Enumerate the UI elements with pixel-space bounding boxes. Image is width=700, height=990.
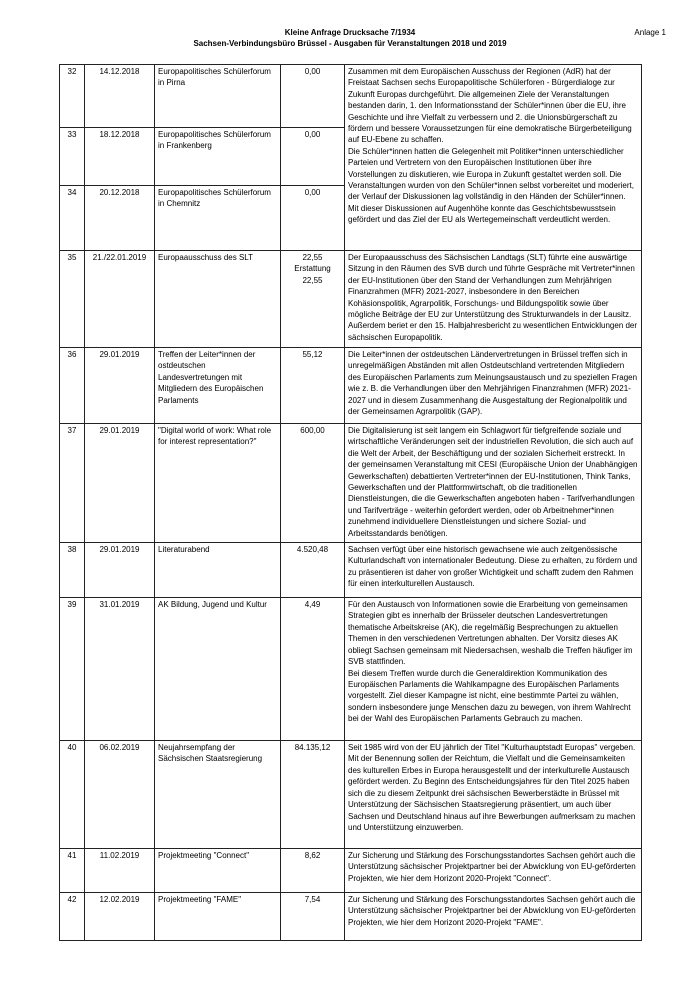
- row-number: 36: [60, 348, 85, 424]
- row-date: 11.02.2019: [85, 849, 155, 893]
- row-date: 18.12.2018: [85, 128, 155, 186]
- table-row: [60, 424, 642, 543]
- row-event-title: Projektmeeting "Connect": [155, 849, 281, 893]
- document-subtitle: Sachsen-Verbindungsbüro Brüssel - Ausgaben für Veranstaltungen 2018 und 2019: [193, 39, 507, 48]
- row-event-title: AK Bildung, Jugend und Kultur: [155, 598, 281, 741]
- table-row: [60, 741, 642, 849]
- row-amount: 4,49: [281, 598, 345, 741]
- table-row: [60, 893, 642, 941]
- row-date: 29.01.2019: [85, 543, 155, 598]
- row-event-title: Treffen der Leiter*innen der ostdeutschen Landesvertretungen mit Mitgliedern des Europäischen Parlaments: [155, 348, 281, 424]
- row-amount: 7,54: [281, 893, 345, 941]
- row-date: 14.12.2018: [85, 65, 155, 128]
- row-amount: 55,12: [281, 348, 345, 424]
- row-description: Der Europaausschuss des Sächsischen Landtags (SLT) führte eine auswärtige Sitzung in den Räumen des SVB durch und führte Gespräche mit Vertreter*innen der EU-Institutionen über den Stand der Verhandlungen zum Mehrjährigen Finanzrahmen (MFR) 2021-2027, insbesondere in den Bereichen Kohäsionspolitik, Agrarpolitik, Forschungs- und Bildungspolitik sowie über mögliche Beiträge der EU zur Unterstützung des Strukturwandels in der Lausitz. Außerdem beriet er den 15. Halbjahresbericht zu wesentlichen Entwicklungen der sächsischen Europapolitik.: [345, 251, 642, 348]
- row-description: Für den Austausch von Informationen sowie die Erarbeitung von gemeinsamen Strategien gibt es innerhalb der Brüsseler deutschen Landesvertretungen thematische Arbeitskreise (AK), die regelmäßig Besprechungen zu aktuellen Themen in den verschiedenen Vertretungen abhalten. Der Vorsitz dieses AK obliegt Sachsen gemeinsam mit Niedersachsen, weshalb die Treffen häufiger im SVB stattfinden. Bei diesem Treffen wurde durch die Generaldirektion Kommunikation des Europäischen Parlaments die Wahlkampagne des Europäischen Parlaments vorgestellt. Ziel dieser Kampagne ist nicht, eine bestimmte Partei zu wählen, sondern insbesondere junge Menschen dazu zu bewegen, von ihrem Wahlrecht bei der Wahl des Europäischen Parlaments Gebrauch zu machen.: [345, 598, 642, 741]
- row-amount: 22,55 Erstattung 22,55: [281, 251, 345, 348]
- row-event-title: Projektmeeting "FAME": [155, 893, 281, 941]
- table-row: [60, 598, 642, 741]
- row-number: 35: [60, 251, 85, 348]
- row-number: 42: [60, 893, 85, 941]
- row-description: Zusammen mit dem Europäischen Ausschuss der Regionen (AdR) hat der Freistaat Sachsen sechs Europapolitische Schülerforen - Bürgerdialoge zur Zukunft Europas durchgeführt. Die allgemeinen Ziele der Veranstaltungen bestanden darin, 1. den Informationsstand der Schüler*innen über die EU, ihre Geschichte und ihre Vielfalt zu verbessern und 2. die Unionsbürgerschaft zu fördern und bessere Voraussetzungen für eine demokratische Bürgerbeteiligung auf EU-Ebene zu schaffen. Die Schüler*innen hatten die Gelegenheit mit Politiker*innen unterschiedlicher Parteien und Vertretern von den Europäischen Institutionen über ihre Vorstellungen zu diskutieren, wie Europa in Zukunft gestaltet werden soll. Die Veranstaltungen wurden von den Schüler*innen selbst vorbereitet und moderiert, der Verlauf der Diskussionen lag vollständig in den Händen der Schüler*innen. Mit dieser Diskussionen auf Augenhöhe konnte das Geschichtsbewusstsein gefördert und das Ziel der EU als Wertegemeinschaft verdeutlicht werden.: [345, 65, 642, 251]
- table-row: [60, 348, 642, 424]
- row-description: Zur Sicherung und Stärkung des Forschungsstandortes Sachsen gehört auch die Unterstützung sächsischer Projektpartner bei der Abwicklung von EU-geförderten Projekten, wie hier dem Horizont 2020-Projekt "Connect".: [345, 849, 642, 893]
- row-number: 32: [60, 65, 85, 128]
- row-number: 33: [60, 128, 85, 186]
- row-amount: 84.135,12: [281, 741, 345, 849]
- expenses-table: [59, 64, 642, 941]
- row-date: 29.01.2019: [85, 424, 155, 543]
- row-date: 31.01.2019: [85, 598, 155, 741]
- row-number: 38: [60, 543, 85, 598]
- row-event-title: Europaausschuss des SLT: [155, 251, 281, 348]
- row-date: 29.01.2019: [85, 348, 155, 424]
- attachment-label: Anlage 1: [634, 28, 666, 37]
- row-description: Zur Sicherung und Stärkung des Forschungsstandortes Sachsen gehört auch die Unterstützung sächsischer Projektpartner bei der Abwicklung von EU-geförderten Projekten, wie hier dem Horizont 2020-Projekt "FAME".: [345, 893, 642, 941]
- row-number: 39: [60, 598, 85, 741]
- row-number: 40: [60, 741, 85, 849]
- row-description: Die Leiter*innen der ostdeutschen Ländervertretungen in Brüssel treffen sich in unregelmäßigen Abständen mit allen Ostdeutschland vertretenden Mitgliedern des Europäischen Parlaments zum Meinungsaustausch und zu speziellen Fragen wie z. B. die Verhandlungen über den Mehrjährigen Finanzrahmen (MFR) 2021-2027 und in diesem Zusammenhang die Ausgestaltung der Regionalpolitik und der Gemeinsamen Agrarpolitik (GAP).: [345, 348, 642, 424]
- row-description: Die Digitalisierung ist seit langem ein Schlagwort für tiefgreifende soziale und wirtschaftliche Veränderungen seit der industriellen Revolution, die sich auch auf die Welt der Arbeit, der Beschäftigung und der sozialen Sicherheit erstreckt. In der gemeinsamen Veranstaltung mit CESI (Europäische Union der Unabhängigen Gewerkschaften) debattierten Vertreter*innen der EU-Institutionen, Think Tanks, Gewerkschaften und der Plattformwirtschaft, ob die traditionellen Dienstleistungen, die die Gewerkschaften angeboten haben - Tarifverhandlungen und Tarifverträge - weiterhin gefordert werden, oder ob Arbeitnehmer*innen zunehmend individuellere Dienstleistungen und sichere Sozial- und Arbeitsstandards benötigen.: [345, 424, 642, 543]
- table-row: [60, 849, 642, 893]
- row-description: Seit 1985 wird von der EU jährlich der Titel "Kulturhauptstadt Europas" vergeben. Mit der Benennung sollen der Reichtum, die Vielfalt und die Gemeinsamkeiten des kulturellen Erbes in Europa herausgestellt und der interkulturelle Austausch gefördert werden. Zu Beginn des Entscheidungsjahres für den Titel 2025 haben sich die zu diesem Zeitpunkt drei sächsischen Bewerberstädte in Brüssel mit Unterstützung der Sächsischen Staatsregierung präsentiert, um auch über Sachsen und Deutschland hinaus auf ihre Bewerbungen aufmerksam zu machen und Unterstützung einzuwerben.: [345, 741, 642, 849]
- document-header: [0, 27, 700, 49]
- row-amount: 0,00: [281, 128, 345, 186]
- row-number: 34: [60, 186, 85, 251]
- row-date: 12.02.2019: [85, 893, 155, 941]
- row-amount: 4.520,48: [281, 543, 345, 598]
- row-event-title: Neujahrsempfang der Sächsischen Staatsregierung: [155, 741, 281, 849]
- table-row: [60, 65, 642, 128]
- row-event-title: Europapolitisches Schülerforum in Frankenberg: [155, 128, 281, 186]
- row-amount: 0,00: [281, 65, 345, 128]
- document-title: Kleine Anfrage Drucksache 7/1934: [284, 28, 416, 37]
- row-date: 21./22.01.2019: [85, 251, 155, 348]
- row-number: 41: [60, 849, 85, 893]
- row-amount: 8,62: [281, 849, 345, 893]
- table-row: [60, 251, 642, 348]
- row-date: 20.12.2018: [85, 186, 155, 251]
- row-event-title: "Digital world of work: What role for interest representation?": [155, 424, 281, 543]
- row-description: Sachsen verfügt über eine historisch gewachsene wie auch zeitgenössische Kulturlandschaft von internationaler Bedeutung. Diese zu erhalten, zu fördern und zu präsentieren ist daher von großer Wichtigkeit und schafft zudem den Rahmen für einen interkulturellen Austausch.: [345, 543, 642, 598]
- table-row: [60, 543, 642, 598]
- row-amount: 0,00: [281, 186, 345, 251]
- row-event-title: Europapolitisches Schülerforum in Chemnitz: [155, 186, 281, 251]
- row-number: 37: [60, 424, 85, 543]
- row-event-title: Literaturabend: [155, 543, 281, 598]
- row-date: 06.02.2019: [85, 741, 155, 849]
- row-event-title: Europapolitisches Schülerforum in Pirna: [155, 65, 281, 128]
- row-amount: 600,00: [281, 424, 345, 543]
